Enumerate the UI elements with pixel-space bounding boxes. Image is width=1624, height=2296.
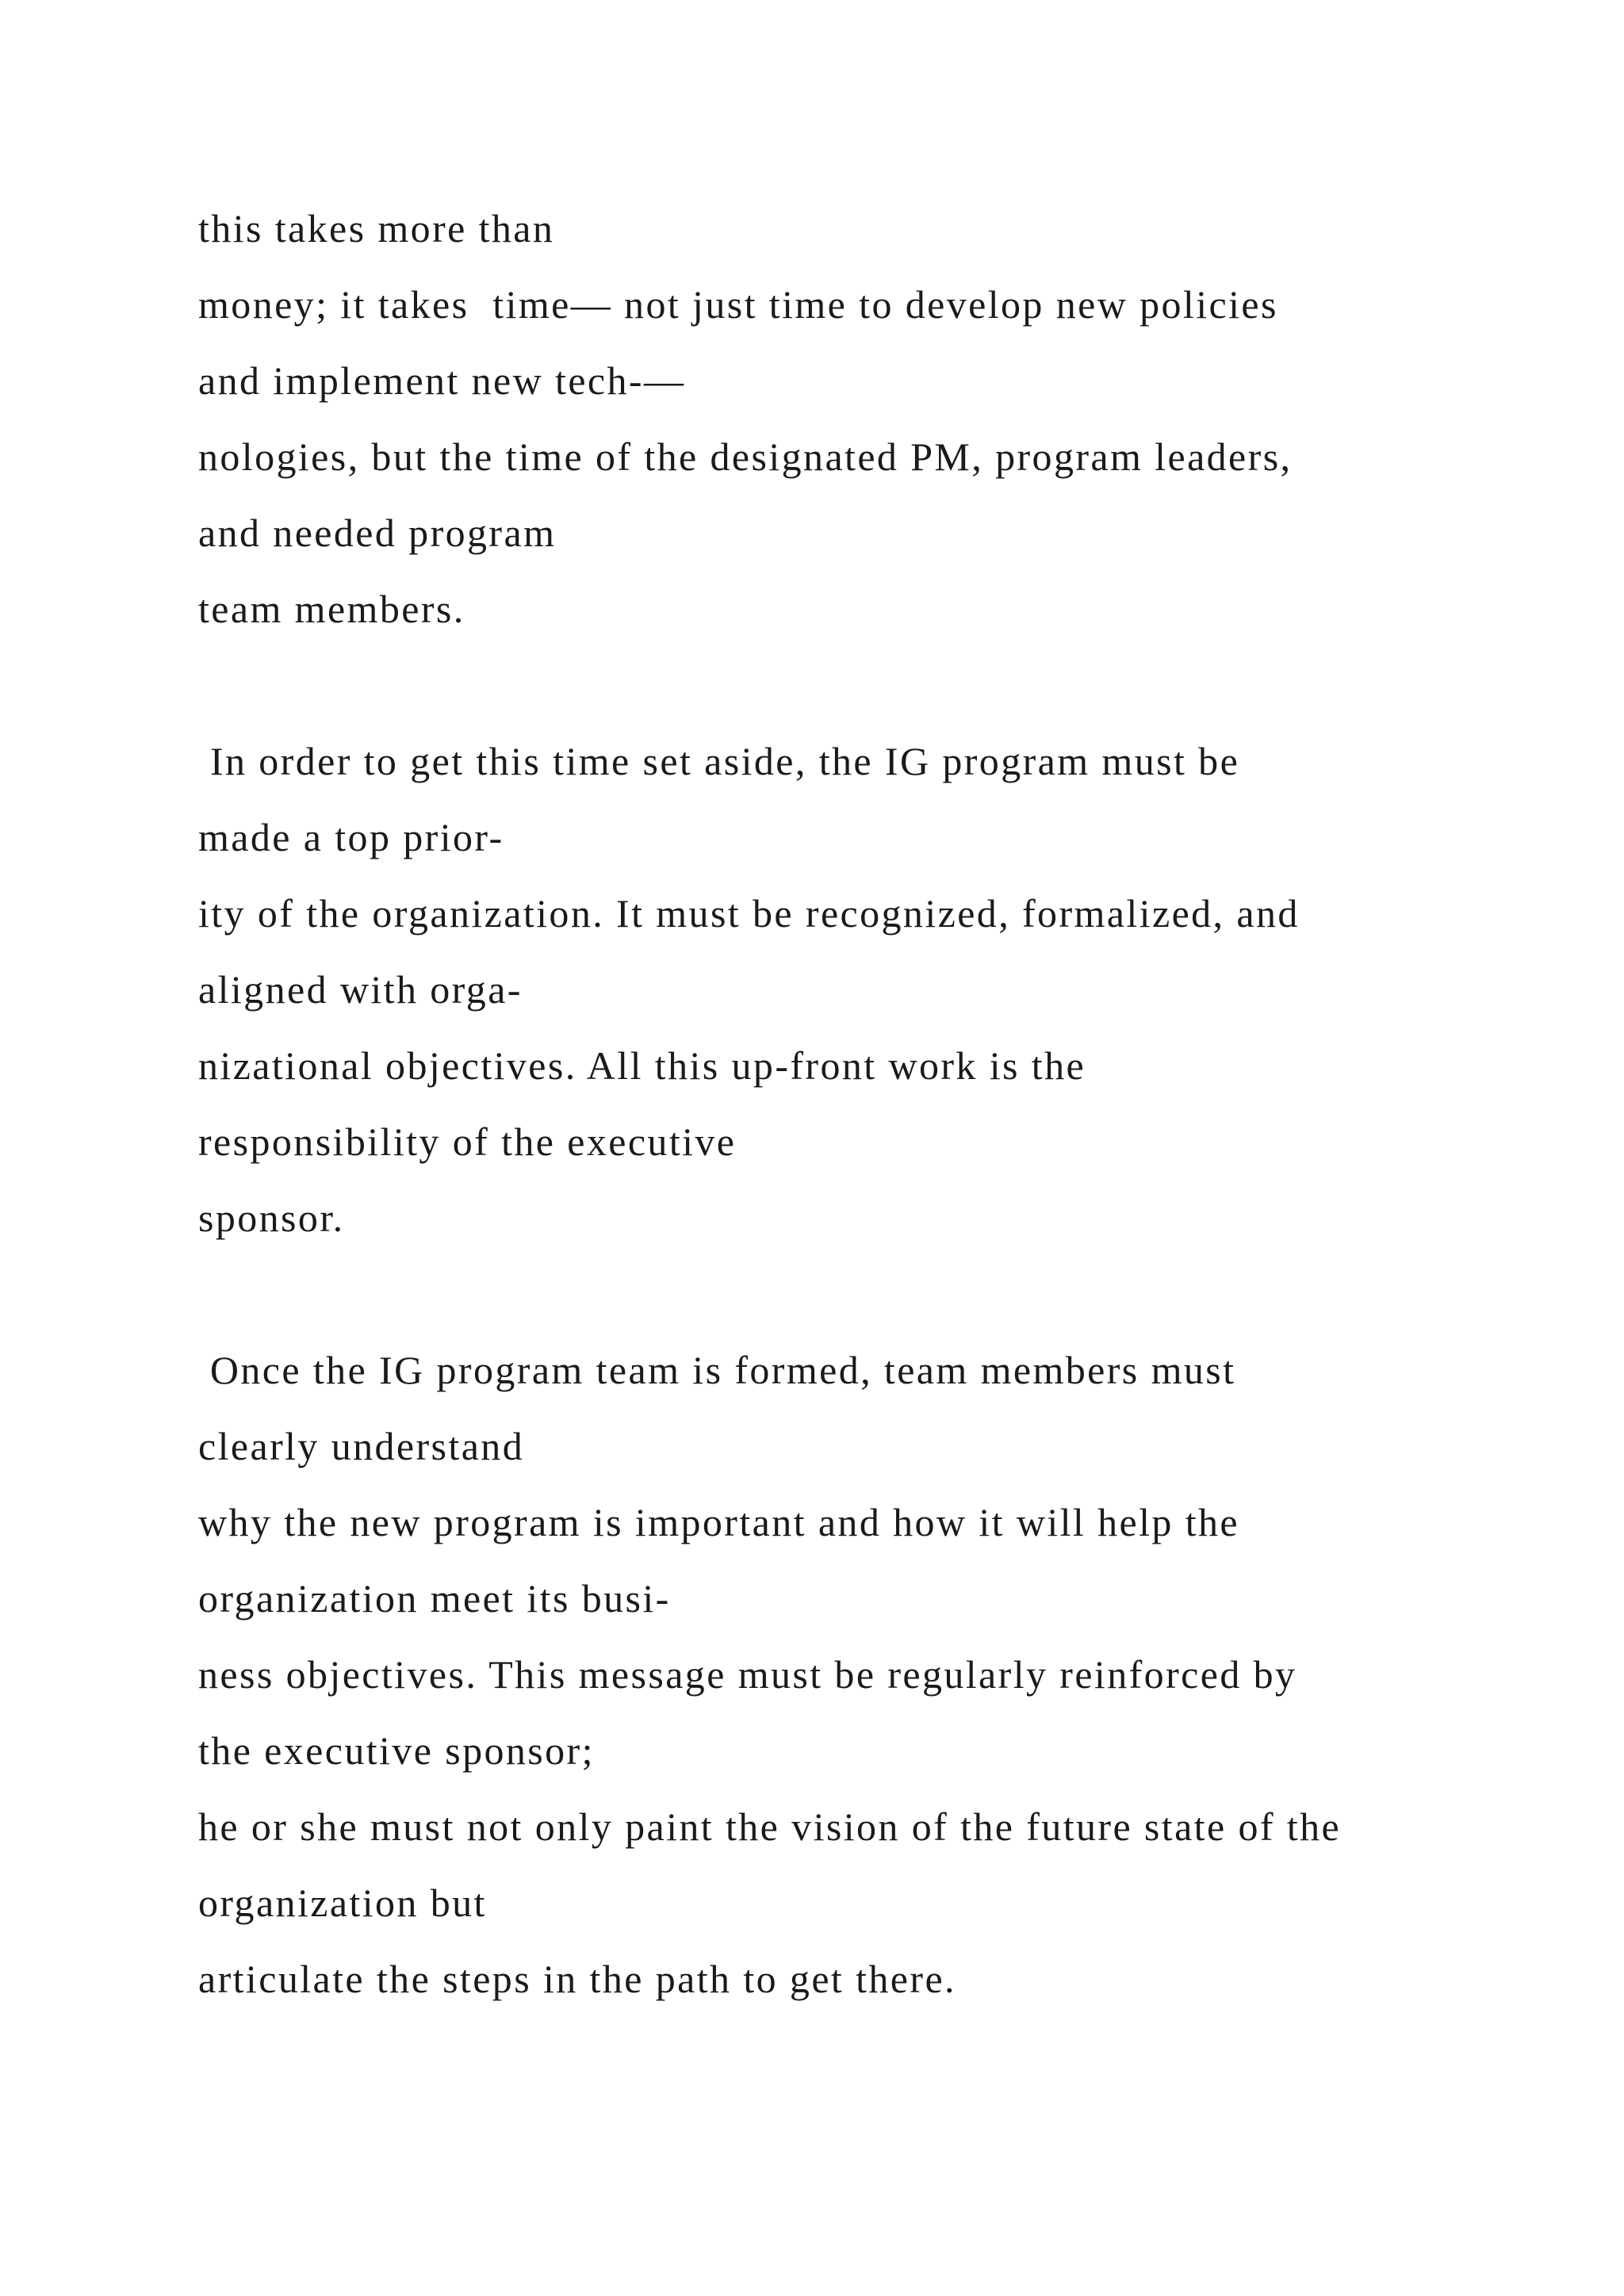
text-line: money; it takes time— not just time to develop new policies (198, 282, 1278, 327)
paragraph (198, 190, 1507, 647)
text-line: this takes more than (198, 206, 555, 251)
text-line: ity of the organization. It must be recognized, formalized, and (198, 891, 1300, 936)
text-line: and needed program (198, 511, 557, 555)
paragraph-spacer (198, 647, 1507, 723)
text-line: the executive sponsor; (198, 1728, 595, 1773)
paragraph (198, 723, 1507, 1256)
text-line: why the new program is important and how it will help the (198, 1500, 1239, 1544)
text-line: sponsor. (198, 1196, 345, 1240)
text-line: nizational objectives. All this up-front work is the (198, 1043, 1086, 1088)
text-line: organization meet its busi- (198, 1576, 671, 1621)
text-line: clearly understand (198, 1424, 525, 1468)
paragraph-spacer (198, 1256, 1507, 1332)
text-line: aligned with orga- (198, 967, 523, 1012)
text-line: made a top prior- (198, 815, 504, 859)
text-line: he or she must not only paint the vision of the future state of the (198, 1804, 1342, 1849)
text-line: and implement new tech-— (198, 358, 686, 403)
text-line: nologies, but the time of the designated PM, program leaders, (198, 434, 1293, 479)
text-line: organization but (198, 1881, 487, 1925)
text-line: ness objectives. This message must be regularly reinforced by (198, 1652, 1297, 1697)
text-line: Once the IG program team is formed, team members must (198, 1348, 1236, 1392)
document-body (198, 190, 1507, 2017)
text-line: In order to get this time set aside, the IG program must be (198, 739, 1240, 783)
text-line: team members. (198, 587, 465, 631)
text-line: responsibility of the executive (198, 1119, 737, 1164)
paragraph (198, 1332, 1507, 2017)
text-line: articulate the steps in the path to get there. (198, 1957, 956, 2001)
